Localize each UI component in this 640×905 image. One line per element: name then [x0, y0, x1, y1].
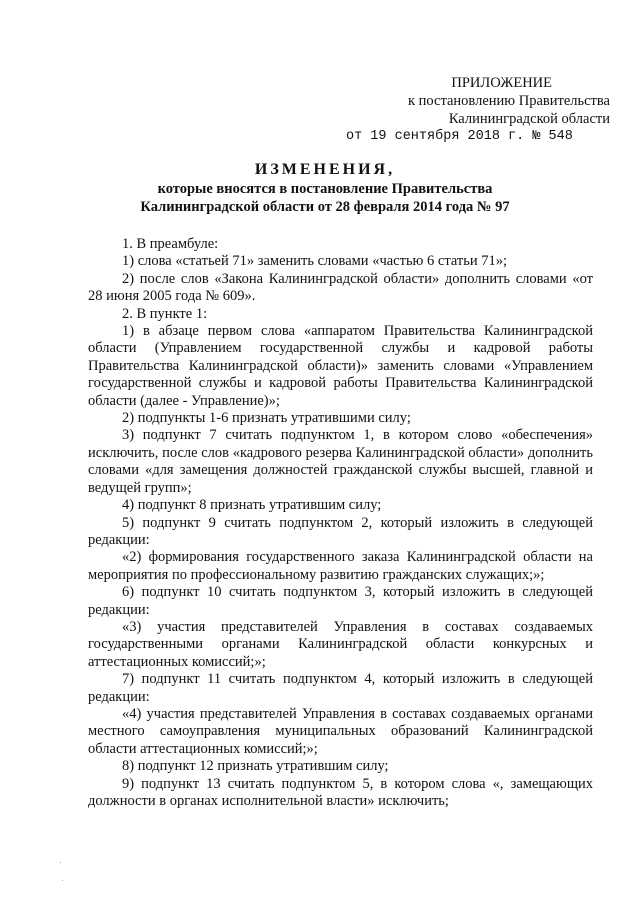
paragraph: 4) подпункт 8 признать утратившим силу;: [122, 497, 382, 514]
document-header: [60, 160, 590, 216]
paragraph: 6) подпункт 10 считать подпунктом 3, который изложить в следующей редакции:: [88, 584, 593, 618]
appendix-line-region: Калининградской области: [448, 111, 610, 127]
appendix-block: [340, 74, 610, 146]
scan-dot: [60, 862, 61, 863]
paragraph: 9) подпункт 13 считать подпунктом 5, в котором слова «, замещающих должности в органах исполнительной власти» исключить;: [88, 775, 593, 809]
paragraph: 8) подпункт 12 признать утратившим силу;: [122, 758, 389, 775]
paragraph: «4) участия представителей Управления в составах создаваемых органами местного самоуправления муниципальных образований Калининградской области аттестационных комиссий;»;: [88, 705, 593, 757]
paragraph: 7) подпункт 11 считать подпунктом 4, который изложить в следующей редакции:: [88, 671, 593, 705]
paragraph: 2) после слов «Закона Калининградской области» дополнить словами «от 28 июня 2005 года № 609».: [88, 270, 593, 305]
paragraph: 2) подпункты 1-6 признать утратившими силу;: [122, 410, 411, 427]
paragraph: 2. В пункте 1:: [122, 305, 208, 322]
paragraph: 1) в абзаце первом слова «аппаратом Правительства Калининградской области (Управлением государственной службы и кадровой работы Правительства Калининградской области)» заменить словами «Управлением государственной службы и кадровой работы Правительства Калининградской области (далее - Управление)»;: [88, 323, 593, 409]
paragraph: «3) участия представителей Управления в составах создаваемых государственными органами Калининградской области конкурсных и аттестационных комиссий;»;: [88, 618, 593, 670]
document-title: ИЗМЕНЕНИЯ,: [254, 161, 396, 178]
document-subtitle-1: которые вносятся в постановление Правительства: [157, 181, 493, 197]
paragraph: «2) формирования государственного заказа Калининградской области на мероприятия по профессиональному развитию гражданских служащих;»;: [88, 549, 593, 583]
appendix-line-resolution: к постановлению Правительства: [408, 93, 610, 109]
paragraph: 3) подпункт 7 считать подпунктом 1, в котором слово «обеспечения» исключить, после слов «кадрового резерва Калининградской области» дополнить словами «для замещения должностей гражданской службы высшей, главной и ведущей групп»;: [88, 427, 593, 496]
paragraph: 5) подпункт 9 считать подпунктом 2, который изложить в следующей редакции:: [88, 514, 593, 548]
document-subtitle-2: Калининградской области от 28 февраля 2014 года № 97: [140, 199, 510, 215]
document-body: [88, 236, 593, 810]
paragraph: 1. В преамбуле:: [122, 236, 219, 252]
paragraph: 1) слова «статьей 71» заменить словами «частью 6 статьи 71»;: [122, 253, 508, 270]
appendix-date-line: от 19 сентября 2018 г. № 548: [346, 129, 573, 144]
scan-dot: [62, 880, 63, 881]
appendix-title: ПРИЛОЖЕНИЕ: [451, 75, 552, 91]
